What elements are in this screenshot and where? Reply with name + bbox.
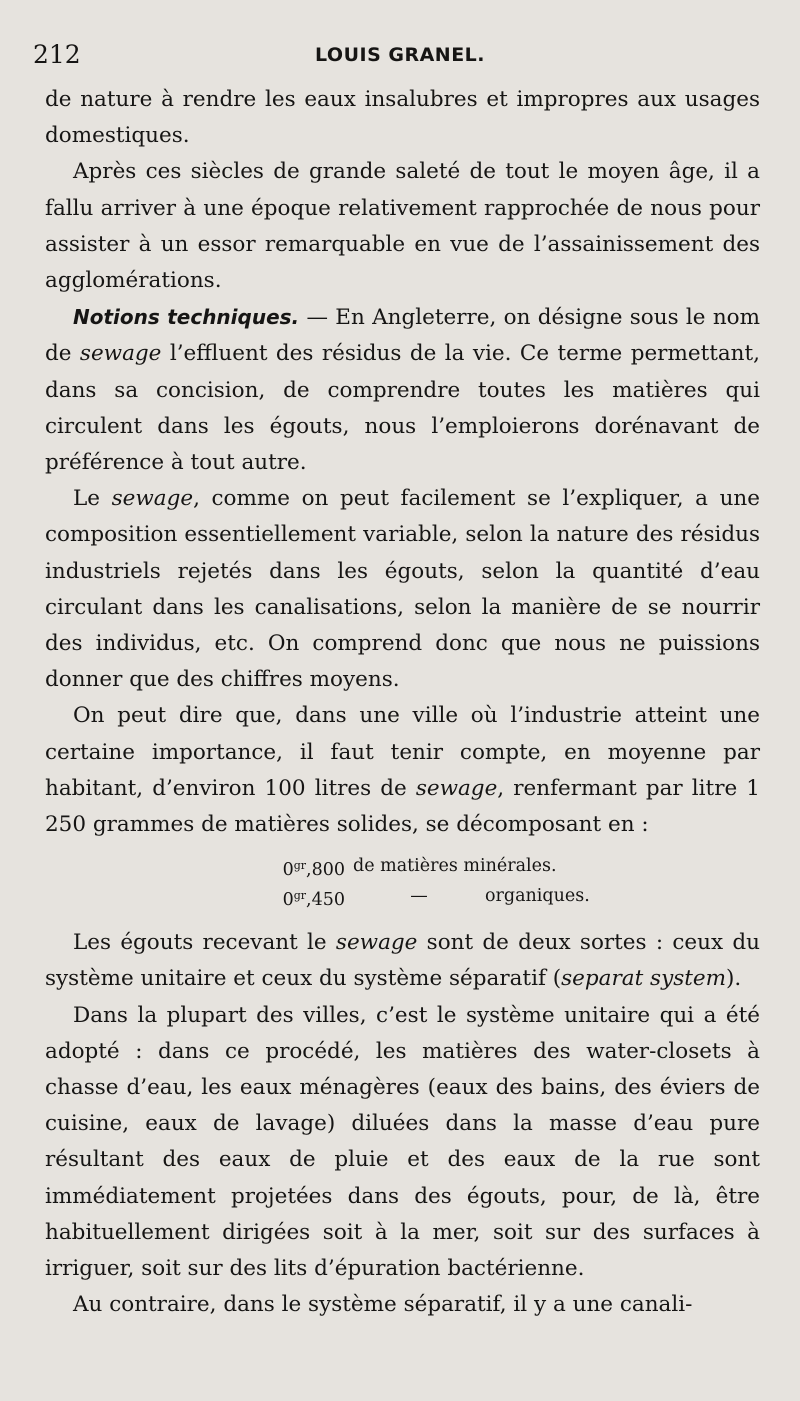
italic-term: sewage (335, 930, 418, 956)
paragraph (45, 698, 760, 843)
paragraph (45, 481, 760, 698)
paragraph: Après ces siècles de grande saleté de tout le moyen âge, il a fallu arriver à une époque relativement rapprochée de nous pour assister à un essor remarquable en vue de l’assainissement des agglomérations. (45, 159, 760, 294)
text-run: , renfermant par litre 1 250 grammes de matières solides, se décomposant en : (45, 775, 760, 838)
italic-term: sewage (415, 775, 498, 801)
text-run: Le (73, 486, 112, 512)
text-run: On peut dire que, dans une ville où l’industrie atteint une certaine importance, il faut tenir compte, en moyenne par habitant, d’environ 100 litres de (45, 703, 760, 801)
italic-term: separat system (561, 966, 727, 992)
italic-term: sewage (79, 341, 162, 367)
text-run: Les égouts recevant le (73, 930, 336, 956)
page-header (0, 40, 800, 76)
paragraph: Dans la plupart des villes, c’est le système unitaire qui a été adopté : dans ce procédé, les matières des water-closets à chasse d’eau, les eaux ménagères (eaux des bains, des éviers de cuisine, eaux de lavage) diluées dans la masse d’eau pure résultant des eaux de pluie et des eaux de la rue sont immédiatement projetées dans des égouts, pour, de là, être habituellement dirigées soit à la mer, soit sur des surfaces à irriguer, soit sur des lits d’épuration bactérienne. (45, 1002, 760, 1282)
text-run: , comme on peut facilement se l’expliquer, a une composition essentiellement variable, selon la nature des résidus industriels rejetés dans les égouts, selon la quantité d’eau circulant dans les canalisations, selon la manière de se nourrir des individus, etc. On comprend donc que nous ne puissions donner que des chiffres moyens. (45, 486, 760, 693)
paragraph (45, 925, 760, 997)
running-head: LOUIS GRANEL. (314, 44, 485, 66)
page-body (45, 82, 760, 1324)
italic-term: sewage (111, 486, 194, 512)
page-number: 212 (33, 40, 81, 69)
description: de matières minérales. (353, 856, 557, 877)
text-run: — En Angleterre, on désigne sous le nom de (45, 305, 760, 367)
table-row (45, 853, 760, 883)
section-heading: Notions techniques. (73, 305, 300, 330)
composition-table (45, 853, 760, 913)
paragraph: Au contraire, dans le système séparatif, il y a une canali- (73, 1292, 693, 1318)
text-run: l’effluent des résidus de la vie. Ce terme permettant, dans sa concision, de comprendre toutes les matières qui circulent dans les égouts, nous l’emploierons dorénavant de préférence à tout autre. (45, 341, 760, 476)
paragraph (45, 299, 760, 481)
quantity: $0^{gr},450$ (282, 889, 345, 911)
text-run: sont de deux sortes : ceux du système unitaire et ceux du système séparatif ( (45, 930, 760, 992)
text-run: ). (726, 966, 742, 992)
ditto-dash: — (410, 886, 428, 907)
table-row (45, 883, 760, 913)
quantity: $0^{gr},800$ (282, 859, 345, 881)
description: — organiques. (353, 883, 590, 913)
paragraph: de nature à rendre les eaux insalubres et impropres aux usages domestiques. (45, 87, 760, 149)
